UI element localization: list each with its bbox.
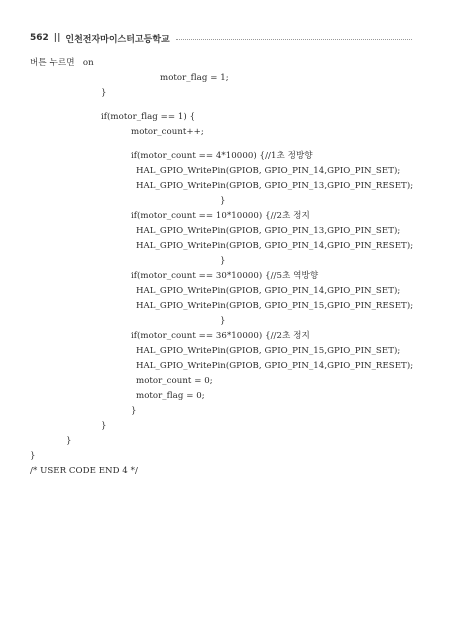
school-name: 인천전자마이스터고등학교: [65, 34, 170, 45]
code-line: motor_count++;: [131, 127, 204, 137]
code-line: HAL_GPIO_WritePin(GPIOB, GPIO_PIN_14,GPIO_PIN_RESET);: [136, 241, 414, 251]
code-line: }: [101, 88, 107, 98]
code-line: if(motor_count == 30*10000) {//5초 역방향: [131, 271, 319, 281]
code-line: HAL_GPIO_WritePin(GPIOB, GPIO_PIN_15,GPIO_PIN_RESET);: [136, 301, 414, 311]
code-line: }: [101, 421, 107, 431]
code-line: /* USER CODE END 4 */: [30, 466, 138, 476]
code-line: HAL_GPIO_WritePin(GPIOB, GPIO_PIN_13,GPIO_PIN_RESET);: [136, 181, 414, 191]
code-line: if(motor_flag == 1) {: [101, 112, 196, 122]
code-line: }: [30, 451, 36, 461]
code-line: HAL_GPIO_WritePin(GPIOB, GPIO_PIN_14,GPIO_PIN_SET);: [136, 166, 401, 176]
code-line: HAL_GPIO_WritePin(GPIOB, GPIO_PIN_14,GPIO_PIN_SET);: [136, 286, 401, 296]
code-line: }: [131, 406, 137, 416]
code-line: HAL_GPIO_WritePin(GPIOB, GPIO_PIN_13,GPIO_PIN_SET);: [136, 226, 401, 236]
code-line: }: [66, 436, 72, 446]
code-line: if(motor_count == 4*10000) {//1초 정방향: [131, 151, 313, 161]
code-line: if(motor_count == 10*10000) {//2초 정지: [131, 211, 310, 221]
code-line: HAL_GPIO_WritePin(GPIOB, GPIO_PIN_15,GPIO_PIN_SET);: [136, 346, 401, 356]
code-line: motor_count = 0;: [136, 376, 213, 386]
code-line: if(motor_count == 36*10000) {//2초 정지: [131, 331, 310, 341]
code-line: motor_flag = 0;: [136, 391, 205, 401]
code-line: }: [220, 196, 226, 206]
page-number: 562: [30, 33, 49, 43]
code-line: }: [220, 256, 226, 266]
code-line: 버튼 누르면 on: [30, 58, 94, 68]
code-line: }: [220, 316, 226, 326]
header-separator: ||: [53, 33, 61, 43]
code-line: motor_flag = 1;: [160, 73, 229, 83]
code-line: HAL_GPIO_WritePin(GPIOB, GPIO_PIN_14,GPIO_PIN_RESET);: [136, 361, 414, 371]
